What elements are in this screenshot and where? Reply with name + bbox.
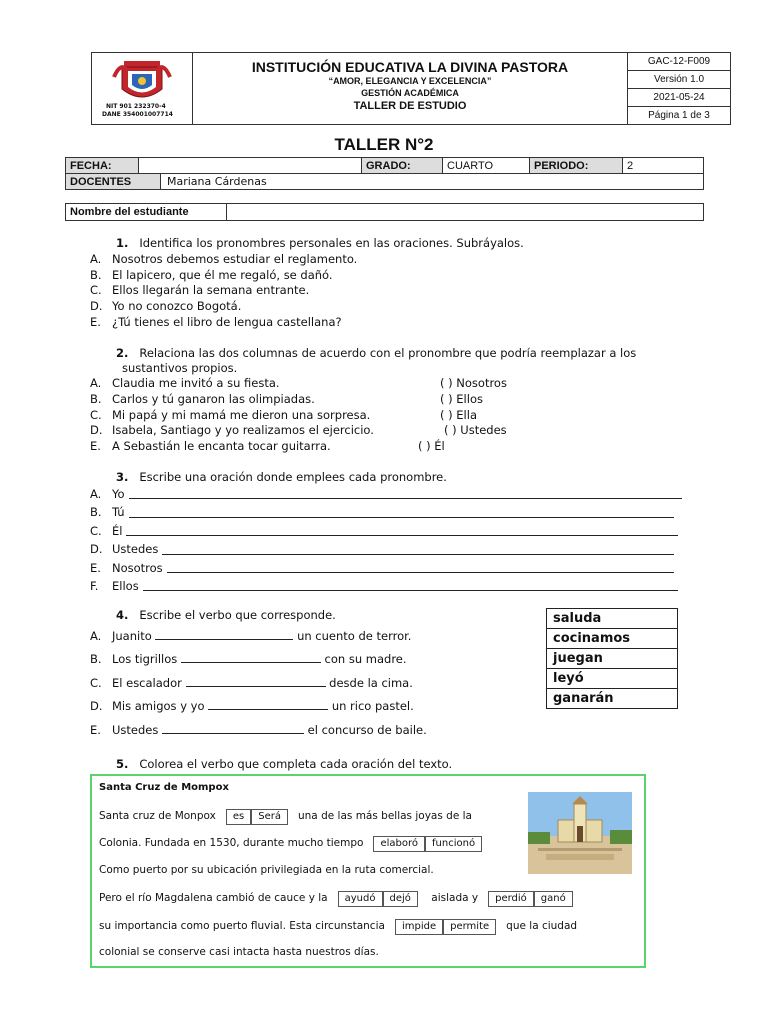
list-item: C. Él <box>90 522 682 540</box>
verb-blank[interactable] <box>155 639 293 640</box>
list-item: E. Nosotros <box>90 559 682 577</box>
department: GESTIÓN ACADÉMICA <box>361 88 459 98</box>
verb-option: juegan <box>547 649 678 669</box>
list-item: C. Ellos llegarán la semana entrante. <box>90 283 310 298</box>
match-option[interactable]: ( ) Ustedes <box>444 423 507 438</box>
doc-page: Página 1 de 3 <box>648 110 710 121</box>
student-label: Nombre del estudiante <box>66 204 227 221</box>
q2-text-1: Relaciona las dos columnas de acuerdo con el pronombre que podría reemplazar a los <box>139 346 637 360</box>
verb-choice[interactable]: funcionó <box>425 836 482 852</box>
q2-list <box>90 376 507 455</box>
periodo-value: 2 <box>623 158 704 174</box>
q1-number: 1. <box>116 236 129 250</box>
reading-line-4: Pero el río Magdalena cambió de cauce y la ayudó dejó aislada y perdió ganó <box>99 891 573 907</box>
fecha-field[interactable] <box>139 158 362 174</box>
q2-prompt <box>116 346 636 360</box>
verb-choice[interactable]: Será <box>251 809 288 825</box>
doc-code: GAC-12-F009 <box>628 53 730 71</box>
q3-prompt <box>116 470 447 484</box>
list-item: B. Carlos y tú ganaron las olimpiadas. ( ) Ellos <box>90 391 483 406</box>
logo-cell <box>92 53 193 124</box>
verb-option: cocinamos <box>547 629 678 649</box>
list-item: B. Los tigrillos con su madre. <box>90 652 407 667</box>
document-header <box>91 52 731 125</box>
reading-line-3: Como puerto por su ubicación privilegiada en la ruta comercial. <box>99 864 434 876</box>
dane-label: DANE 354001007714 <box>102 111 173 118</box>
q3-list <box>90 485 682 595</box>
q1-text: Identifica los pronombres personales en las oraciones. Subráyalos. <box>139 236 524 250</box>
grado-value: CUARTO <box>443 158 530 174</box>
verb-choice[interactable]: perdió <box>488 891 534 907</box>
verb-choice[interactable]: dejó <box>383 891 418 907</box>
match-option[interactable]: ( ) Nosotros <box>440 376 507 390</box>
q4-number: 4. <box>116 608 129 622</box>
answer-line[interactable] <box>162 540 674 554</box>
reading-line-5: su importancia como puerto fluvial. Esta circunstancia impide permite que la ciudad <box>99 919 577 935</box>
list-item: C. Mi papá y mi mamá me dieron una sorpresa. ( ) Ella <box>90 407 477 422</box>
q2-text-2: sustantivos propios. <box>122 361 238 375</box>
doc-type: TALLER DE ESTUDIO <box>353 100 467 112</box>
reading-box <box>90 774 646 968</box>
doc-version: Versión 1.0 <box>628 71 730 89</box>
answer-line[interactable] <box>129 503 674 517</box>
match-option[interactable]: ( ) Ellos <box>440 391 483 406</box>
verb-blank[interactable] <box>186 686 326 687</box>
info-table <box>65 157 704 174</box>
list-item: D. Ustedes <box>90 540 682 558</box>
match-option[interactable]: ( ) Ella <box>440 407 477 422</box>
verb-option: leyó <box>547 669 678 689</box>
verb-choice[interactable]: impide <box>395 919 443 935</box>
verb-blank[interactable] <box>208 709 328 710</box>
answer-line[interactable] <box>167 559 674 573</box>
verb-choice[interactable]: es <box>226 809 251 825</box>
docentes-label: DOCENTES <box>66 174 161 190</box>
verb-option: ganarán <box>547 689 678 709</box>
reading-line-6: colonial se conserve casi intacta hasta nuestros días. <box>99 946 379 958</box>
verb-blank[interactable] <box>181 662 321 663</box>
verb-choice[interactable]: permite <box>443 919 496 935</box>
motto: “AMOR, ELEGANCIA Y EXCELENCIA” <box>328 76 492 86</box>
list-item: B. Tú <box>90 503 682 521</box>
list-item: E. Ustedes el concurso de baile. <box>90 722 427 737</box>
verb-bank <box>546 608 678 709</box>
q5-number: 5. <box>116 757 129 771</box>
q3-number: 3. <box>116 470 129 484</box>
q2-number: 2. <box>116 346 129 360</box>
verb-choice[interactable]: ganó <box>534 891 573 907</box>
nit-label: NIT 901 232370-4 <box>106 103 166 110</box>
periodo-label: PERIODO: <box>530 158 623 174</box>
list-item: D. Yo no conozco Bogotá. <box>90 299 242 314</box>
q3-text: Escribe una oración donde emplees cada pronombre. <box>139 470 447 484</box>
list-item: E. A Sebastián le encanta tocar guitarra. ( ) Él <box>90 439 445 454</box>
mompox-church-photo <box>528 792 632 874</box>
reading-line-1: Santa cruz de Monpox es Será una de las más bellas joyas de la <box>99 809 472 825</box>
verb-choice[interactable]: elaboró <box>373 836 425 852</box>
list-item: C. El escalador desde la cima. <box>90 675 413 690</box>
q4-list <box>90 625 427 742</box>
match-option[interactable]: ( ) Él <box>418 439 445 454</box>
reading-line-2: Colonia. Fundada en 1530, durante mucho tiempo elaboró funcionó <box>99 836 482 852</box>
student-name-field[interactable] <box>227 204 704 221</box>
q5-text: Colorea el verbo que completa cada oración del texto. <box>139 757 453 771</box>
fecha-label: FECHA: <box>66 158 139 174</box>
reading-title: Santa Cruz de Mompox <box>99 782 229 793</box>
grado-label: GRADO: <box>362 158 443 174</box>
list-item: A. Claudia me invitó a su fiesta. ( ) Nosotros <box>90 376 507 390</box>
list-item: A. Nosotros debemos estudiar el reglamento. <box>90 252 358 266</box>
q4-text: Escribe el verbo que corresponde. <box>139 608 336 622</box>
list-item: D. Mis amigos y yo un rico pastel. <box>90 699 414 714</box>
verb-blank[interactable] <box>162 733 304 734</box>
answer-line[interactable] <box>126 522 678 536</box>
answer-line[interactable] <box>143 577 678 591</box>
institution-name: INSTITUCIÓN EDUCATIVA LA DIVINA PASTORA <box>251 59 569 75</box>
verb-option: saluda <box>547 609 678 629</box>
list-item: A. Juanito un cuento de terror. <box>90 629 412 643</box>
list-item: B. El lapicero, que él me regaló, se dañó. <box>90 267 333 282</box>
student-table <box>65 203 704 221</box>
q4-prompt <box>116 608 336 622</box>
docentes-value: Mariana Cárdenas <box>161 174 704 190</box>
docentes-table <box>65 173 704 190</box>
page-title: TALLER N°2 <box>334 135 434 154</box>
q1-list <box>90 252 357 331</box>
list-item: E. ¿Tú tienes el libro de lengua castellana? <box>90 314 342 329</box>
q1-prompt <box>116 236 524 250</box>
school-shield-logo <box>92 55 192 107</box>
list-item: D. Isabela, Santiago y yo realizamos el ejercicio. ( ) Ustedes <box>90 423 507 438</box>
list-item: A. Yo <box>90 485 682 503</box>
institution-cell <box>193 53 628 124</box>
code-cell <box>628 53 730 124</box>
verb-choice[interactable]: ayudó <box>338 891 383 907</box>
list-item: F. Ellos <box>90 577 682 595</box>
answer-line[interactable] <box>129 485 682 499</box>
q5-prompt <box>116 757 452 771</box>
doc-date: 2021-05-24 <box>628 89 730 107</box>
